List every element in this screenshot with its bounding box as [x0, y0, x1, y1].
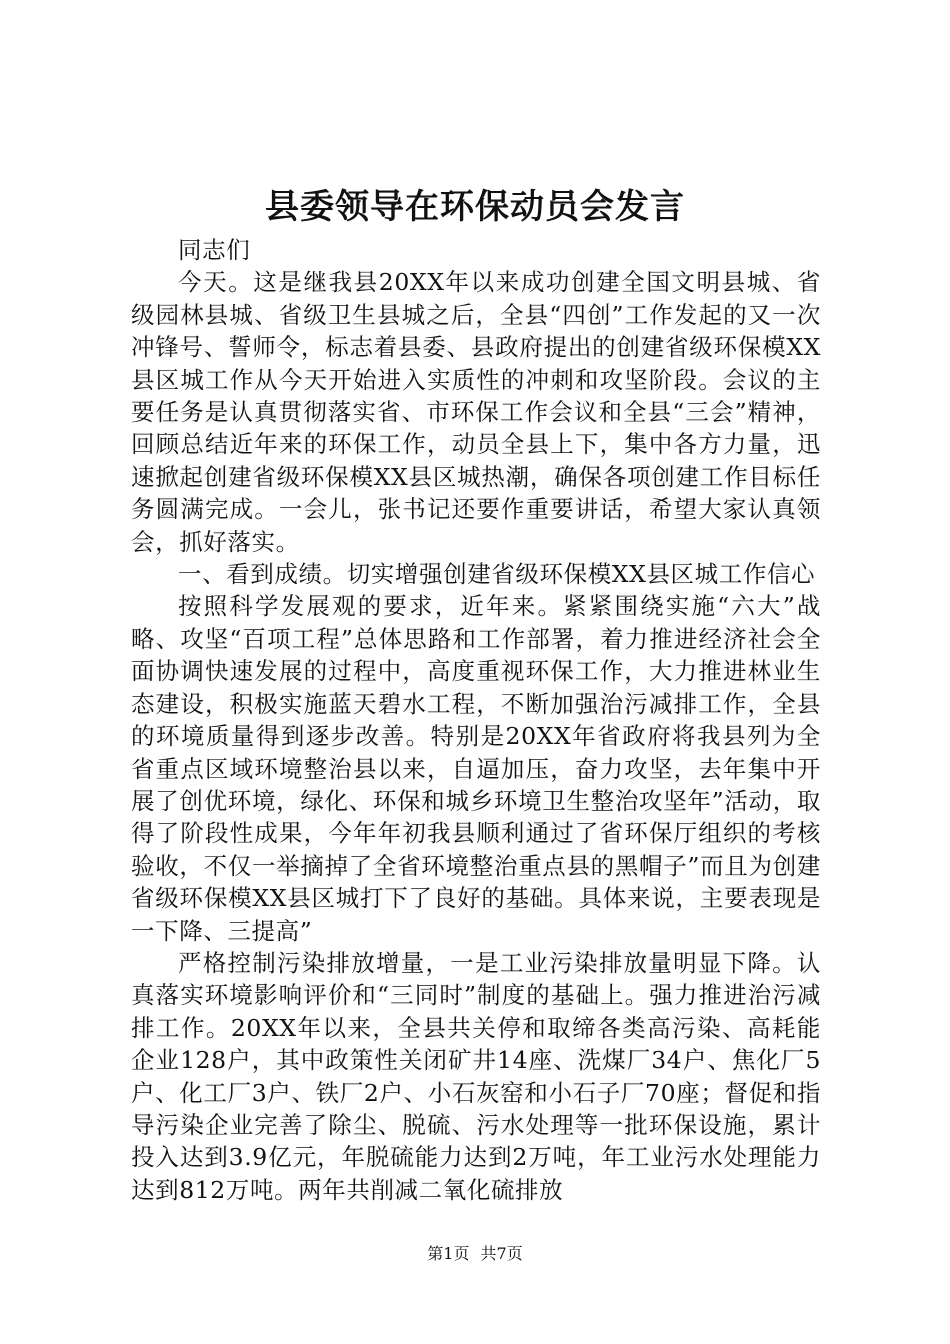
section-heading: 一、看到成绩。切实增强创建省级环保模XX县区城工作信心	[178, 560, 816, 589]
page-total: 共7页	[480, 1244, 523, 1263]
document-body	[131, 234, 821, 1206]
body-paragraph: 今天。这是继我县20XX年以来成功创建全国文明县城、省级园林县城、省级卫生县城之后，全县“四创”工作发起的又一次冲锋号、誓师令，标志着县委、县政府提出的创建省级环保模XX县区城工作从今天开始进入实质性的冲刺和攻坚阶段。会议的主要任务是认真贯彻落实省、市环保工作会议和全县“三会”精神，回顾总结近年来的环保工作，动员全县上下，集中各方力量，迅速掀起创建省级环保模XX县区城热潮，确保各项创建工作目标任务圆满完成。一会儿，张书记还要作重要讲话，希望大家认真领会，抓好落实。	[131, 268, 821, 556]
body-paragraph: 严格控制污染排放增量，一是工业污染排放量明显下降。认真落实环境影响评价和“三同时”制度的基础上。强力推进治污减排工作。20XX年以来，全县共关停和取缔各类高污染、高耗能企业128户，其中政策性关闭矿井14座、洗煤厂34户、焦化厂5户、化工厂3户、铁厂2户、小石灰窑和小石子厂70座；督促和指导污染企业完善了除尘、脱硫、污水处理等一批环保设施，累计投入达到3.9亿元，年脱硫能力达到2万吨，年工业污水处理能力达到812万吨。两年共削减二氧化硫排放	[131, 948, 821, 1204]
document-title: 县委领导在环保动员会发言	[265, 187, 685, 227]
salutation-paragraph: 同志们	[178, 236, 251, 264]
body-paragraph: 按照科学发展观的要求，近年来。紧紧围绕实施“六大”战略、攻坚“百项工程”总体思路和工作部署，着力推进经济社会全面协调快速发展的过程中，高度重视环保工作，大力推进林业生态建设，积极实施蓝天碧水工程，不断加强治污减排工作，全县的环境质量得到逐步改善。特别是20XX年省政府将我县列为全省重点区域环境整治县以来，自逼加压，奋力攻坚，去年集中开展了创优环境，绿化、环保和城乡环境卫生整治攻坚年”活动，取得了阶段性成果，今年年初我县顺利通过了省环保厅组织的考核验收，不仅一举摘掉了全省环境整治重点县的黑帽子”而且为创建省级环保模XX县区城打下了良好的基础。具体来说，主要表现是一下降、三提高”	[131, 592, 821, 945]
page-footer	[0, 1243, 950, 1265]
page-number: 第1页	[427, 1244, 470, 1263]
